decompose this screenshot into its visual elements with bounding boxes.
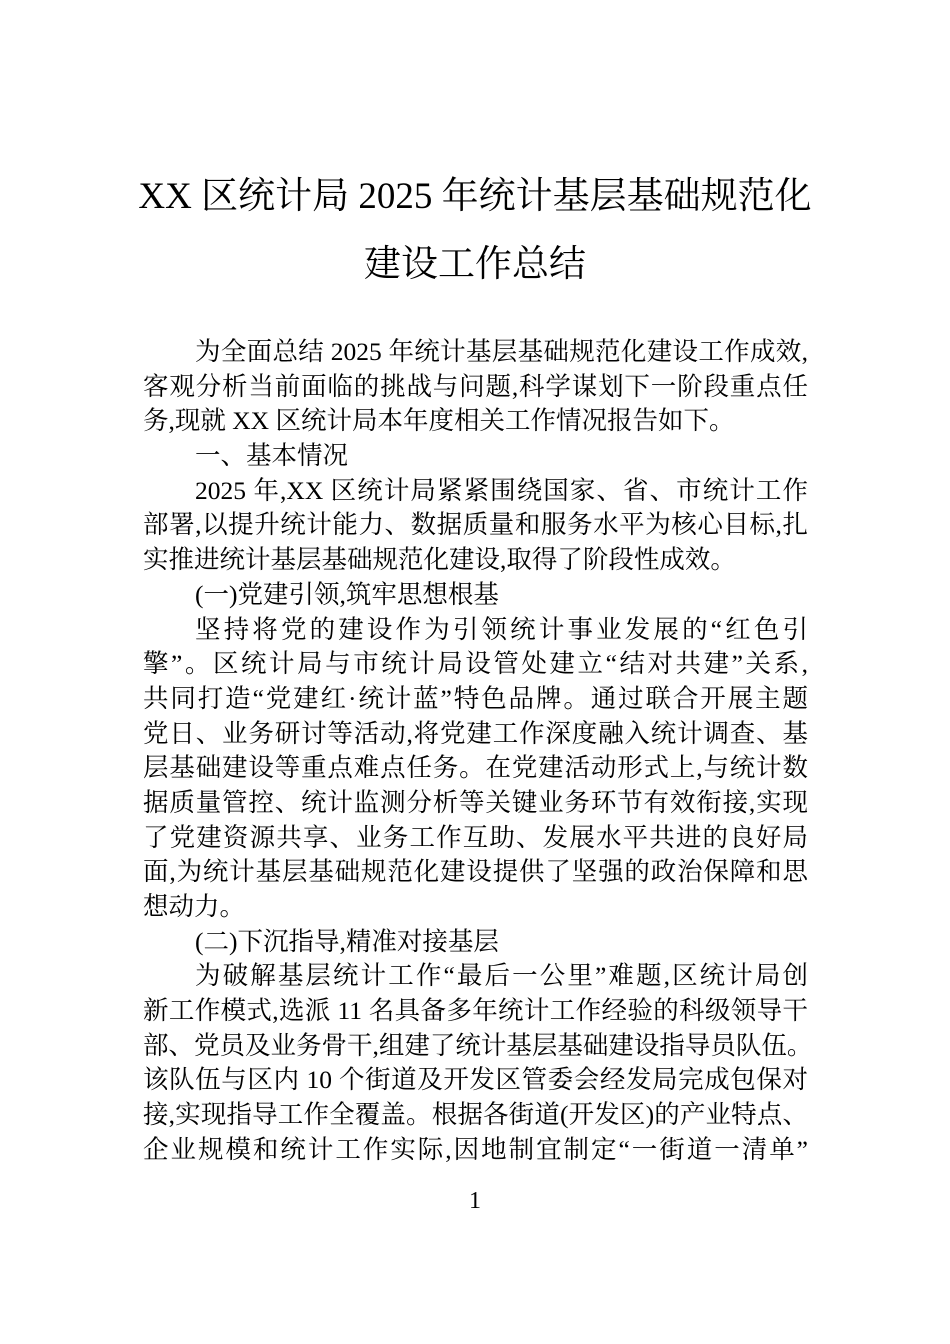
text-line: 企业规模和统计工作实际,因地制宜制定“一街道一清单” xyxy=(143,1134,808,1164)
document-title-line-1: XX 区统计局 2025 年统计基层基础规范化 xyxy=(138,176,812,217)
text-line: 该队伍与区内 10 个街道及开发区管委会经发局完成包保对 xyxy=(143,1065,808,1095)
text-line: 了党建资源共享、业务工作互助、发展水平共进的良好局 xyxy=(143,822,808,852)
text-line: 共同打造“党建红·统计蓝”特色品牌。通过联合开展主题 xyxy=(143,683,808,713)
text-line: (二)下沉指导,精准对接基层 xyxy=(195,926,499,956)
text-line: 为破解基层统计工作“最后一公里”难题,区统计局创 xyxy=(195,961,808,991)
text-line: 务,现就 XX 区统计局本年度相关工作情况报告如下。 xyxy=(143,406,735,436)
document-title-line-2: 建设工作总结 xyxy=(364,244,586,285)
text-line: 为全面总结 2025 年统计基层基础规范化建设工作成效, xyxy=(195,337,808,366)
text-line: 一、基本情况 xyxy=(195,441,349,471)
text-line: 据质量管控、统计监测分析等关键业务环节有效衔接,实现 xyxy=(143,787,808,817)
text-line: 2025 年,XX 区统计局紧紧围绕国家、省、市统计工作 xyxy=(195,475,808,505)
text-line: 想动力。 xyxy=(143,892,246,921)
text-line: 客观分析当前面临的挑战与问题,科学谋划下一阶段重点任 xyxy=(143,371,808,401)
text-line: 擎”。区统计局与市统计局设管处建立“结对共建”关系, xyxy=(143,649,808,679)
text-line: 新工作模式,选派 11 名具备多年统计工作经验的科级领导干 xyxy=(143,996,808,1026)
text-line: 实推进统计基层基础规范化建设,取得了阶段性成效。 xyxy=(143,545,736,575)
text-line: 坚持将党的建设作为引领统计事业发展的“红色引 xyxy=(195,614,808,644)
text-line: 接,实现指导工作全覆盖。根据各街道(开发区)的产业特点、 xyxy=(143,1100,808,1130)
document-body xyxy=(143,335,813,1168)
text-line: 面,为统计基层基础规范化建设提供了坚强的政治保障和思 xyxy=(143,857,808,887)
text-line: 层基础建设等重点难点任务。在党建活动形式上,与统计数 xyxy=(143,753,808,783)
text-line: 部署,以提升统计能力、数据质量和服务水平为核心目标,扎 xyxy=(143,510,808,540)
text-line: (一)党建引领,筑牢思想根基 xyxy=(195,579,499,609)
page-number: 1 xyxy=(469,1188,481,1214)
text-line: 部、党员及业务骨干,组建了统计基层基础建设指导员队伍。 xyxy=(143,1030,813,1060)
text-line: 党日、业务研讨等活动,将党建工作深度融入统计调查、基 xyxy=(143,718,808,748)
